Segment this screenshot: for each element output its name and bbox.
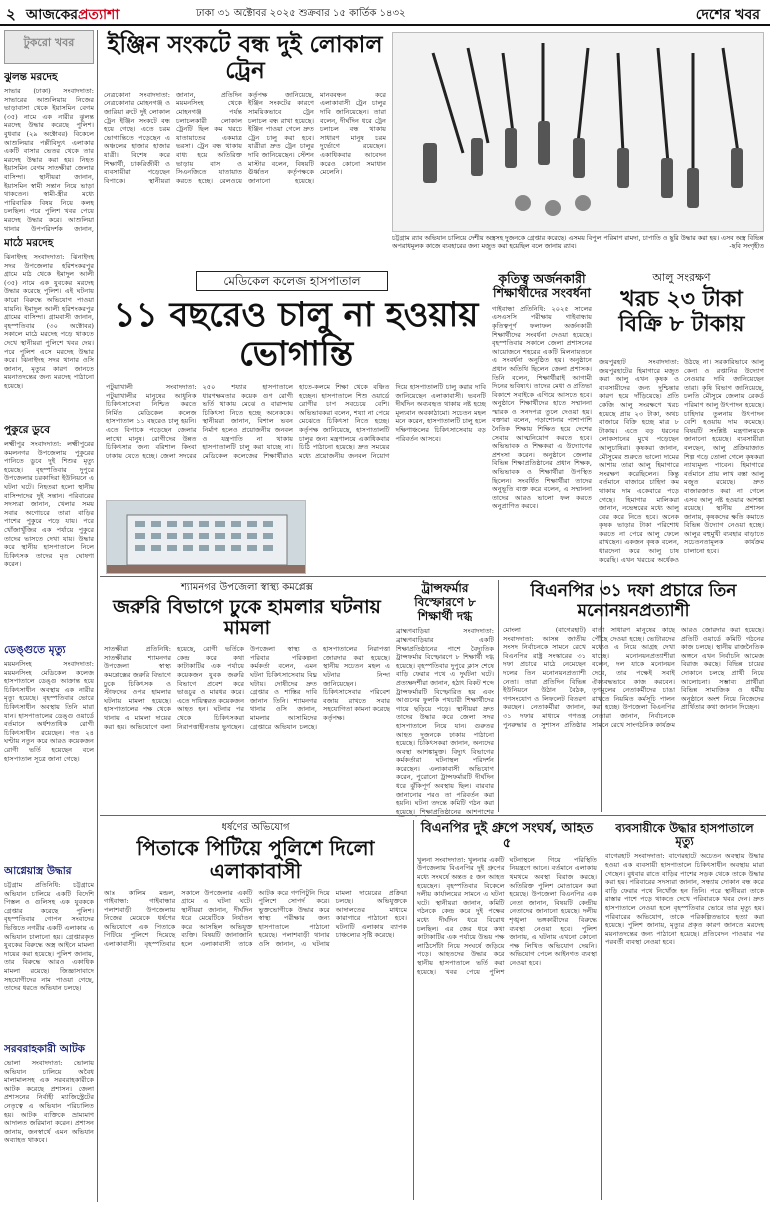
section-title: দেশের খবর: [695, 7, 760, 23]
sidebar-item-body: ঝিনাইদহ সংবাদদাতা: ঝিনাইদহ সদর উপজেলার হরিশংকরপুর গ্রামে মাঠ থেকে ইমাদুল আলী (৩৫) নামে এক যুবকের মরদেহ উদ্ধার করেছে পুলিশ। এই ঘটনায় কারো বিরুদ্ধে অভিযোগ পাওয়া যায়নি। ইমাদুল আলী হরিশংকরপুর গ্রামের বাসিন্দা। গ্রামবাসী জানান, বৃহস্পতিবার (৩০ অক্টোবর) সকালে মাঠে মরদেহ পড়ে থাকতে দেখে স্থানীয়রা পুলিশে খবর দেয়। পরে পুলিশ এসে মরদেহ উদ্ধার করে। ঝিনাইদহ সদর থানার ওসি জানান, মৃত্যুর কারণ জানতে ময়নাতদন্তের জন্য মরদেহ পাঠানো হয়েছে।: [4, 253, 94, 390]
headline: পিতাকে পিটিয়ে পুলিশে দিলো এলাকাবাসী: [136, 835, 375, 883]
sidebar-item-body: লক্ষ্মীপুর সংবাদদাতা: লক্ষ্মীপুরের কমলনগর উপজেলায় পুকুরের পানিতে ডুবে দুই শিশুর মৃত্যু হয়েছে। বৃহস্পতিবার দুপুরে উপজেলার চরকাদিরা ইউনিয়নে এ ঘটনা ঘটে। নিহতরা হলো স্থানীয় বাসিন্দাদের দুই সন্তান। পরিবারের সদস্যরা জানান, খেলার সময় সবার অগোচরে তারা বাড়ির পাশের পুকুরে পড়ে যায়। পরে খোঁজাখুঁজির এক পর্যায়ে পুকুরে তাদের ভাসতে দেখা যায়। উদ্ধার করে স্থানীয় হাসপাতালে নিলে চিকিৎসক তাদের মৃত ঘোষণা করেন।: [4, 440, 94, 569]
sidebar-item: [4, 423, 94, 640]
headline: ১১ বছরেও চালু না হওয়ায় ভোগান্তি: [113, 295, 479, 375]
photo-caption: [392, 234, 764, 270]
headline: ইঞ্জিন সংকটে বন্ধ দুই লোকাল ট্রেন: [107, 32, 383, 85]
potato-story: [599, 272, 764, 337]
sidebar-item-title: ডেঙ্গুতে মৃত্যু: [4, 644, 66, 656]
train-story: [104, 32, 386, 263]
teachers-story: [492, 272, 592, 531]
sidebar-item: [4, 864, 94, 1039]
story-label: আলু সংরক্ষণ: [652, 271, 711, 284]
article-body: সাতক্ষীরা প্রতিনিধি: সাতক্ষীরার শ্যামনগর উপজেলা স্বাস্থ্য কমপ্লেক্সের জরুরি বিভাগে ঢুকে চিকিৎসক ও স্টাফদের ওপর হামলার ঘটনায় মামলা হয়েছে। হাসপাতালের পক্ষ থেকে থানায় এ মামলা দায়ের করা হয়। অভিযোগে বলা হয়েছে, রোগী ভর্তিকে কেন্দ্র করে কথা কাটাকাটির এক পর্যায়ে কয়েকজন যুবক জরুরি বিভাগে প্রবেশ করে ভাঙচুর ও মারধর করে। এতে দায়িত্বরত কয়েকজন আহত হন। ঘটনার পর থেকে চিকিৎসকরা নিরাপত্তাহীনতায় ভুগছেন। উপজেলা স্বাস্থ্য ও পরিবার পরিকল্পনা কর্মকর্তা বলেন, এমন ঘটনা চিকিৎসাসেবায় বিঘ্ন ঘটায়। দোষীদের দ্রুত গ্রেপ্তার ও শাস্তির দাবি জানান তিনি। শ্যামনগর থানার ওসি জানান, মামলার আসামিদের গ্রেপ্তারে অভিযান চলছে। হাসপাতালের নিরাপত্তা জোরদার করা হয়েছে। স্থানীয় সচেতন মহল এ ঘটনার নিন্দা জানিয়েছেন। চিকিৎসাসেবার পরিবেশ বজায় রাখতে সবার সহযোগিতা কামনা করেছে কর্তৃপক্ষ।: [104, 645, 390, 731]
sidebar-item-title: মাঠে মরদেহ: [4, 237, 54, 249]
headline: কৃতিত্ব অর্জনকারী শিক্ষার্থীদের সংবর্ধনা: [493, 271, 591, 301]
article-body: মোংলা (বাগেরহাট) সংবাদদাতা: আসন্ন জাতীয় সংসদ নির্বাচনকে সামনে রেখে বিএনপির রাষ্ট্র সংস্কারের ৩১ দফা প্রচারে মাঠে নেমেছেন দলের তিন মনোনয়নপ্রত্যাশী নেতা। তারা প্রতিদিন বিভিন্ন ইউনিয়নে উঠান বৈঠক, গণসংযোগ ও লিফলেট বিতরণ করছেন। নেতাকর্মীরা জানান, ৩১ দফার মাধ্যমে গণতন্ত্র পুনরুদ্ধার ও সুশাসন প্রতিষ্ঠার বার্তা সাধারণ মানুষের কাছে পৌঁছে দেওয়া হচ্ছে। ভোটারদের মধ্যেও এ নিয়ে আগ্রহ দেখা যাচ্ছে। মনোনয়নপ্রত্যাশীরা বলেন, দল যাকে মনোনয়ন দেবে, তার পক্ষেই সবাই ঐক্যবদ্ধভাবে কাজ করবেন। তৃণমূলের নেতাকর্মীদের চাঙা রাখতে নিয়মিত কর্মসূচি পালন করা হচ্ছে। উপজেলা বিএনপির নেতারা জানান, নির্বাচনকে সামনে রেখে সাংগঠনিক কার্যক্রম আরও জোরদার করা হয়েছে। প্রতিটি ওয়ার্ডে কমিটি গঠনের কাজ চলছে। স্থানীয় রাজনৈতিক অঙ্গনে এখন নির্বাচনি আমেজ বিরাজ করছে। বিভিন্ন চায়ের দোকানে চলছে প্রার্থী নিয়ে আলোচনা। সম্ভাব্য প্রার্থীরা বিভিন্ন সামাজিক ও ধর্মীয় অনুষ্ঠানে অংশ নিয়ে নিজেদের প্রার্থিতার কথা জানান দিচ্ছেন।: [503, 626, 764, 729]
newspaper-name-black: আজকের: [26, 7, 78, 23]
story-label: শ্যামনগর উপজেলা স্বাস্থ্য কমপ্লেক্স: [181, 582, 313, 593]
sidebar-item-body: ময়মনসিংহ সংবাদদাতা: ময়মনসিংহ মেডিকেল কলেজ হাসপাতালে ডেঙ্গু আক্রান্ত হয়ে চিকিৎসাধীন অবস্থায় এক নারীর মৃত্যু হয়েছে। বৃহস্পতিবার ভোরে চিকিৎসাধীন অবস্থায় তিনি মারা যান। হাসপাতালের ডেঙ্গু ওয়ার্ডে বর্তমানে অর্ধশতাধিক রোগী চিকিৎসাধীন রয়েছেন। গত ২৪ ঘণ্টায় নতুন করে আরও কয়েকজন রোগী ভর্তি হয়েছেন বলে হাসপাতাল সূত্রে জানা গেছে।: [4, 660, 94, 763]
page-header: [0, 0, 770, 26]
sidebar-item-title: ঝুলন্ত মরদেহ: [4, 71, 58, 83]
headline: খরচ ২৩ টাকা বিক্রি ৮ টাকায়: [618, 286, 745, 337]
father-story: [104, 822, 407, 1189]
dateline: ঢাকা ৩১ অক্টোবর ২০২৫ শুক্রবার ১৫ কার্তিক ১৪৩২: [196, 8, 406, 19]
column-divider: [601, 870, 602, 1200]
hospital-photo: [106, 500, 306, 574]
sidebar-item: [4, 1042, 94, 1197]
bnp-clash-story: [417, 822, 597, 1191]
headline: জরুরি বিভাগে ঢুকে হামলার ঘটনায় মামলা: [113, 595, 381, 640]
sidebar-item: [4, 70, 94, 233]
weapons-photo: [392, 32, 764, 232]
sidebar-item-body: ভোলা সংবাদদাতা: ভোলায় অভিযান চালিয়ে অবৈধ মালামালসহ এক সরবরাহকারীকে আটক করেছে প্রশাসন। জেলা প্রশাসনের নির্বাহী ম্যাজিস্ট্রেটের নেতৃত্বে এ অভিযান পরিচালিত হয়। আটক ব্যক্তিকে ভ্রাম্যমাণ আদালত জরিমানা করেন। প্রশাসন জানায়, জনস্বার্থে এমন অভিযান অব্যাহত থাকবে।: [4, 1059, 94, 1145]
article-body: ব্রাহ্মণবাড়িয়া সংবাদদাতা: ব্রাহ্মণবাড়িয়ার একটি শিক্ষাপ্রতিষ্ঠানের পাশে বৈদ্যুতিক ট্রান্সফর্মার বিস্ফোরণে ৮ শিক্ষার্থী দগ্ধ হয়েছে। বৃহস্পতিবার দুপুরে ক্লাস শেষে বাড়ি ফেরার পথে এ দুর্ঘটনা ঘটে। প্রত্যক্ষদর্শীরা জানান, হঠাৎ বিকট শব্দে ট্রান্সফর্মারটি বিস্ফোরিত হয় এবং আগুনের ফুলকি পথচারী শিক্ষার্থীদের গায়ে ছড়িয়ে পড়ে। স্থানীয়রা দ্রুত তাদের উদ্ধার করে জেলা সদর হাসপাতালে নিয়ে যান। গুরুতর আহত দুজনকে ঢাকায় পাঠানো হয়েছে। চিকিৎসকরা জানান, অন্যদের অবস্থা আশঙ্কামুক্ত। বিদ্যুৎ বিভাগের কর্মকর্তারা ঘটনাস্থল পরিদর্শন করেছেন। এলাকাবাসী অভিযোগ করেন, পুরোনো ট্রান্সফর্মারটি দীর্ঘদিন ধরে ঝুঁকিপূর্ণ অবস্থায় ছিল। বারবার জানানোর পরও তা পরিবর্তন করা হয়নি। ঘটনা তদন্তে কমিটি গঠন করা হয়েছে। শিক্ষাপ্রতিষ্ঠানের আশপাশের: [396, 627, 494, 816]
sidebar-item-title: সরবরাহকারী আটক: [4, 1043, 86, 1055]
story-label: ধর্ষণের অভিযোগ: [221, 822, 290, 833]
newspaper-name: [26, 3, 119, 27]
newspaper-name-red: প্রত্যাশা: [77, 7, 120, 23]
headline: বিএনপির ৩১ দফা প্রচারে তিন মনোনয়নপ্রত্যাশী: [530, 581, 737, 621]
sidebar-item: [4, 643, 94, 861]
bnp-story: [503, 582, 764, 796]
sidebar-item-title: পুকুরে ডুবে: [4, 424, 50, 436]
article-body: বাগেরহাট সংবাদদাতা: বাগেরহাটে অচেতন অবস্থায় উদ্ধার হওয়া এক ব্যবসায়ী হাসপাতালে চিকিৎসাধীন অবস্থায় মারা গেছেন। বুধবার রাতে বাড়ির পাশের সড়ক থেকে তাকে উদ্ধার করা হয়। পরিবারের সদস্যরা জানান, সন্ধ্যায় দোকান বন্ধ করে বাড়ি ফেরার পথে নিখোঁজ হন তিনি। পরে স্থানীয়রা তাকে রাস্তার পাশে পড়ে থাকতে দেখে পরিবারকে খবর দেন। দ্রুত হাসপাতালে নেওয়া হলে বৃহস্পতিবার ভোরে তার মৃত্যু হয়। পরিবারের অভিযোগ, তাকে পরিকল্পিতভাবে হত্যা করা হয়েছে। পুলিশ জানায়, মৃত্যুর প্রকৃত কারণ জানতে মরদেহ ময়নাতদন্তের জন্য পাঠানো হয়েছে। প্রতিবেদন পাওয়ার পর পরবর্তী ব্যবস্থা নেওয়া হবে।: [605, 852, 764, 947]
sidebar-item-title: আগ্নেয়াস্ত্র উদ্ধার: [4, 865, 72, 877]
column-divider: [97, 30, 98, 1202]
row-divider: [100, 576, 766, 577]
sidebar: [4, 70, 94, 1200]
sidebar-item-body: সাভার (ঢাকা) সংবাদদাতা: সাভারের আশুলিয়ায় নিজের ভাড়াবাসা থেকে ইয়াসমিন বেগম (৩৫) নামে এক নারীর ঝুলন্ত মরদেহ উদ্ধার করেছে পুলিশ। বুধবার (২৯ অক্টোবর) বিকেলে আশুলিয়ার পল্লীবিদ্যুৎ এলাকার একটি বাসার ভেতর থেকে তার মরদেহ উদ্ধার করা হয়। নিহত ইয়াসমিন বেগম সাতক্ষীরা জেলার বাসিন্দা। স্থানীয়রা জানান, ইয়াসমিন স্বামী সন্তান নিয়ে ভাড়া থাকতেন। স্বামী-স্ত্রীর মধ্যে পারিবারিক বিষয় নিয়ে কলহ চলছিল। পরে পুলিশ খবর পেয়ে মরদেহ উদ্ধার করে। আশুলিয়া থানার উপপরিদর্শক জানান,: [4, 87, 94, 233]
sidebar-item: [4, 236, 94, 420]
photo-credit: -ছবি সংগৃহীত: [729, 242, 764, 251]
hospital-building-image: [107, 501, 306, 574]
caption-text: চট্টগ্রাম র‍্যাব অভিযান চালিয়ে দেশীয় অস্ত্রসহ দুজনকে গ্রেপ্তার করেছে। এসময় বিপুল পরিমাণ রামদা, চাপাতি ও ছুরি উদ্ধার করা হয়। এসব অস্ত্র বিভিন্ন অপরাধমূলক কাজে ব্যবহারের জন্য মজুত করা হয়েছিল বলে জানায় র‍্যাব।: [392, 234, 764, 251]
article-body: নেত্রকোনা সংবাদদাতা: নেত্রকোনার মোহনগঞ্জ ও জারিয়া রুটে দুই লোকাল ট্রেন ইঞ্জিন সংকটে বন্ধ হয়ে গেছে। এতে চরম ভোগান্তিতে পড়েছেন এ অঞ্চলের হাজার হাজার যাত্রী। বিশেষ করে শিক্ষার্থী, চাকরিজীবী ও ব্যবসায়ীরা পড়েছেন বিপাকে। স্থানীয়রা জানান, প্রতিদিন ময়মনসিংহ থেকে মোহনগঞ্জ পর্যন্ত চলাচলকারী লোকাল ট্রেনটি ছিল কম খরচে যাতায়াতের একমাত্র ভরসা। ট্রেন বন্ধ থাকায় বাধ্য হয়ে অতিরিক্ত ভাড়ায় বাস ও সিএনজিতে যাতায়াত করতে হচ্ছে। রেলওয়ে কর্তৃপক্ষ জানিয়েছে, ইঞ্জিন সংকটের কারণে সাময়িকভাবে ট্রেন চলাচল বন্ধ রাখা হয়েছে। ইঞ্জিন পাওয়া গেলে দ্রুত ট্রেন চালু করা হবে। যাত্রীরা দ্রুত ট্রেন চালুর দাবি জানিয়েছেন। স্টেশন মাস্টার বলেন, বিষয়টি ঊর্ধ্বতন কর্তৃপক্ষকে জানানো হয়েছে। মানববন্ধন করে এলাকাবাসী ট্রেন চালুর দাবি জানিয়েছেন। তারা বলেন, দীর্ঘদিন ধরে ট্রেন চলাচল বন্ধ থাকায় সাধারণ মানুষ চরম দুর্ভোগে রয়েছেন। একাধিকবার আবেদন করেও কোনো সমাধান মেলেনি।: [104, 90, 386, 185]
column-divider: [413, 820, 414, 1200]
headline: বিএনপির দুই গ্রুপে সংঘর্ষ, আহত ৫: [420, 821, 594, 851]
sidebar-item-body: চট্টগ্রাম প্রতিনিধি: চট্টগ্রামে অভিযান চালিয়ে একটি বিদেশি পিস্তল ও গুলিসহ এক যুবককে গ্রেপ্তার করেছে পুলিশ। বৃহস্পতিবার গোপন সংবাদের ভিত্তিতে নগরীর একটি এলাকায় এ অভিযান চালানো হয়। গ্রেপ্তারকৃত যুবকের বিরুদ্ধে অস্ত্র আইনে মামলা দায়ের করা হয়েছে। পুলিশ জানায়, তার বিরুদ্ধে আরও একাধিক মামলা রয়েছে। জিজ্ঞাসাবাদে সহযোগীদের নাম পাওয়া গেছে, তাদের ধরতে অভিযান চলছে।: [4, 881, 94, 993]
story-label: মেডিকেল কলেজ হাসপাতাল: [196, 271, 388, 291]
article-body: জয়পুরহাট সংবাদদাতা: জয়পুরহাটের হিমাগারে মজুত করা আলু এখন কৃষক ও ব্যবসায়ীদের জন্য দুশ্চিন্তার কারণ হয়ে দাঁড়িয়েছে। প্রতি কেজি আলু সংরক্ষণে খরচ হয়েছে প্রায় ২৩ টাকা, অথচ বাজারে বিক্রি হচ্ছে মাত্র ৮ টাকায়। এতে বড় ধরনের লোকসানের মুখে পড়েছেন আলুচাষিরা। কৃষকরা জানান, মৌসুমের শুরুতে ভালো দামের আশায় তারা আলু হিমাগারে সংরক্ষণ করেছিলেন। কিন্তু বর্তমানে বাজারে চাহিদা কম থাকায় দাম একেবারে পড়ে গেছে। হিমাগার মালিকরা জানান, নভেম্বরের মধ্যে আলু বের করে নিতে হবে। অনেক কৃষক ভাড়ার টাকা পরিশোধ করতে না পেরে আলু ফেলে রাখছেন। একজন কৃষক বলেন, ধারদেনা করে আলু চাষ করেছি। এখন খরচের অর্ধেকও উঠছে না। সরকারিভাবে আলু কেনা ও রপ্তানির উদ্যোগ নেওয়ার দাবি জানিয়েছেন তারা। কৃষি বিভাগ জানিয়েছে, চলতি মৌসুমে জেলায় রেকর্ড পরিমাণ আলু উৎপাদন হয়েছে। চাহিদার তুলনায় উৎপাদন বেশি হওয়ায় দাম কমেছে। বিষয়টি সংশ্লিষ্ট মন্ত্রণালয়কে জানানো হয়েছে। ব্যবসায়ীরা বলছেন, আলু প্রক্রিয়াজাত শিল্প গড়ে তোলা গেলে কৃষকরা ন্যায্যমূল্য পাবেন। হিমাগারে বর্তমানে প্রায় লাখ বস্তা আলু মজুত রয়েছে। দ্রুত বাজারজাত করা না গেলে এসব আলু নষ্ট হওয়ার আশঙ্কা রয়েছে। স্থানীয় প্রশাসন জানায়, কৃষকদের ক্ষতি কমাতে বিভিন্ন উদ্যোগ নেওয়া হচ্ছে। আলুর বহুমুখী ব্যবহার বাড়াতে সচেতনতামূলক কার্যক্রম চালানো হবে।: [599, 358, 764, 564]
column-divider: [498, 580, 499, 812]
article-body: পটুয়াখালী সংবাদদাতা: পটুয়াখালীর মানুষের আধুনিক চিকিৎসাসেবা নিশ্চিত করতে নির্মিত মেডিকেল কলেজ হাসপাতাল ১১ বছরেও চালু হয়নি। এতে বিপাকে পড়েছেন জেলার লাখো মানুষ। রোগীদের উন্নত চিকিৎসার জন্য বরিশাল কিংবা ঢাকায় যেতে হচ্ছে। জেলা সদরের ২৫০ শয্যার হাসপাতালে ধারণক্ষমতার কয়েক গুণ রোগী ভর্তি থাকায় মেঝে ও বারান্দায় চিকিৎসা নিতে হচ্ছে অনেককে। স্থানীয়রা জানান, বিশাল ভবন নির্মাণ হলেও প্রয়োজনীয় জনবল ও যন্ত্রপাতি না থাকায় হাসপাতালটি চালু করা যাচ্ছে না। মেডিকেল কলেজের শিক্ষার্থীরাও হাতে-কলমে শিক্ষা থেকে বঞ্চিত হচ্ছেন। হাসপাতালে শিশু ওয়ার্ডে রোগীর চাপ সবচেয়ে বেশি। অভিভাবকরা বলেন, শয্যা না পেয়ে মেঝেতে চিকিৎসা নিতে হচ্ছে। কর্তৃপক্ষ জানিয়েছে, হাসপাতালটি চালুর জন্য মন্ত্রণালয়ে একাধিকবার চিঠি পাঠানো হয়েছে। দ্রুত সময়ের মধ্যে প্রয়োজনীয় জনবল নিয়োগ দিয়ে হাসপাতালটি চালু করার দাবি জানিয়েছেন এলাকাবাসী। ভবনটি দীর্ঘদিন অব্যবহৃত থাকায় নষ্ট হচ্ছে মূল্যবান অবকাঠামো। সচেতন মহল মনে করেন, হাসপাতালটি চালু হলে দক্ষিণাঞ্চলের চিকিৎসাসেবায় বড় পরিবর্তন আসবে।: [106, 383, 486, 460]
headline: ট্রান্সফর্মার বিস্ফোরণে ৮ শিক্ষার্থী দগ্ধ: [414, 581, 476, 623]
sidebar-label: টুকরো খবর: [4, 30, 94, 64]
article-body: খুলনা সংবাদদাতা: খুলনার একটি উপজেলায় বিএনপির দুই গ্রুপের মধ্যে সংঘর্ষে অন্তত ৫ জন আহত হয়েছেন। বৃহস্পতিবার বিকেলে দলীয় কার্যালয়ের সামনে এ ঘটনা ঘটে। স্থানীয়রা জানান, কমিটি গঠনকে কেন্দ্র করে দুই পক্ষের মধ্যে দীর্ঘদিন ধরে বিরোধ চলছিল। এর জের ধরে কথা কাটাকাটির এক পর্যায়ে উভয় পক্ষ লাঠিসোঁটা নিয়ে সংঘর্ষে জড়িয়ে পড়ে। আহতদের উদ্ধার করে স্থানীয় হাসপাতালে ভর্তি করা হয়েছে। খবর পেয়ে পুলিশ ঘটনাস্থলে গিয়ে পরিস্থিতি নিয়ন্ত্রণে আনে। বর্তমানে এলাকায় থমথমে অবস্থা বিরাজ করছে। অতিরিক্ত পুলিশ মোতায়েন করা হয়েছে। উপজেলা বিএনপির এক নেতা জানান, বিষয়টি কেন্দ্রীয় নেতাদের জানানো হয়েছে। দলীয় শৃঙ্খলা ভঙ্গকারীদের বিরুদ্ধে ব্যবস্থা নেওয়া হবে। পুলিশ জানায়, এ ঘটনায় এখনো কোনো পক্ষ লিখিত অভিযোগ দেয়নি। অভিযোগ পেলে আইনগত ব্যবস্থা নেওয়া হবে।: [417, 855, 597, 976]
health-complex-story: [104, 582, 390, 807]
page-number: ২: [6, 5, 16, 23]
transformer-story: [396, 582, 494, 817]
trader-story: [605, 822, 764, 1182]
article-body: আঃ কালিম মন্ডল, গাইবান্ধা: গাইবান্ধার পলাশবাড়ী উপজেলায় নিজের মেয়েকে ধর্ষণের অভিযোগে এক পিতাকে পিটিয়ে পুলিশে দিয়েছে এলাকাবাসী। বৃহস্পতিবার সকালে উপজেলার একটি গ্রামে এ ঘটনা ঘটে। স্থানীয়রা জানান, দীর্ঘদিন ধরে মেয়েটিকে নির্যাতন করে আসছিল অভিযুক্ত ব্যক্তি। বিষয়টি জানাজানি হলে এলাকাবাসী তাকে আটক করে গণপিটুনি দিয়ে পুলিশে সোপর্দ করে। ভুক্তভোগীকে উদ্ধার করে স্বাস্থ্য পরীক্ষার জন্য হাসপাতালে পাঠানো হয়েছে। পলাশবাড়ী থানার ওসি জানান, এ ঘটনায় মামলা দায়েরের প্রক্রিয়া চলছে। অভিযুক্তকে আদালতের মাধ্যমে কারাগারে পাঠানো হবে। ঘটনাটি এলাকায় ব্যাপক চাঞ্চল্যের সৃষ্টি করেছে।: [104, 888, 407, 949]
article-body: গাইবান্ধা প্রতিনিধি: ২০২৫ সালের এসএসসি পরীক্ষায় গাইবান্ধায় কৃতিত্বপূর্ণ ফলাফল অর্জনকারী শিক্ষার্থীদের সংবর্ধনা দেওয়া হয়েছে। বৃহস্পতিবার সকালে জেলা প্রশাসনের আয়োজনে শহরের একটি মিলনায়তনে এ সংবর্ধনা অনুষ্ঠিত হয়। অনুষ্ঠানে প্রধান অতিথি ছিলেন জেলা প্রশাসক। তিনি বলেন, শিক্ষার্থীরাই আগামী দিনের ভবিষ্যৎ। তাদের মেধা ও প্রতিভা বিকাশে সবাইকে এগিয়ে আসতে হবে। অনুষ্ঠানে শিক্ষার্থীদের হাতে সম্মাননা স্মারক ও সনদপত্র তুলে দেওয়া হয়। বক্তারা বলেন, পড়াশোনার পাশাপাশি নৈতিক শিক্ষায় শিক্ষিত হয়ে দেশের সেবায় আত্মনিয়োগ করতে হবে। অভিভাবক ও শিক্ষকরা এ উদ্যোগের প্রশংসা করেন। অনুষ্ঠানে জেলার বিভিন্ন শিক্ষাপ্রতিষ্ঠানের প্রধান শিক্ষক, অভিভাবক ও শিক্ষার্থীরা উপস্থিত ছিলেন। সংবর্ধিত শিক্ষার্থীরা তাদের অনুভূতি ব্যক্ত করে বলেন, এ সম্মাননা তাদের আরও ভালো ফল করতে অনুপ্রাণিত করবে।: [492, 304, 592, 511]
headline: ব্যবসায়ীকে উদ্ধার হাসপাতালে মৃত্যু: [615, 821, 754, 849]
weapons-image: [393, 33, 764, 232]
